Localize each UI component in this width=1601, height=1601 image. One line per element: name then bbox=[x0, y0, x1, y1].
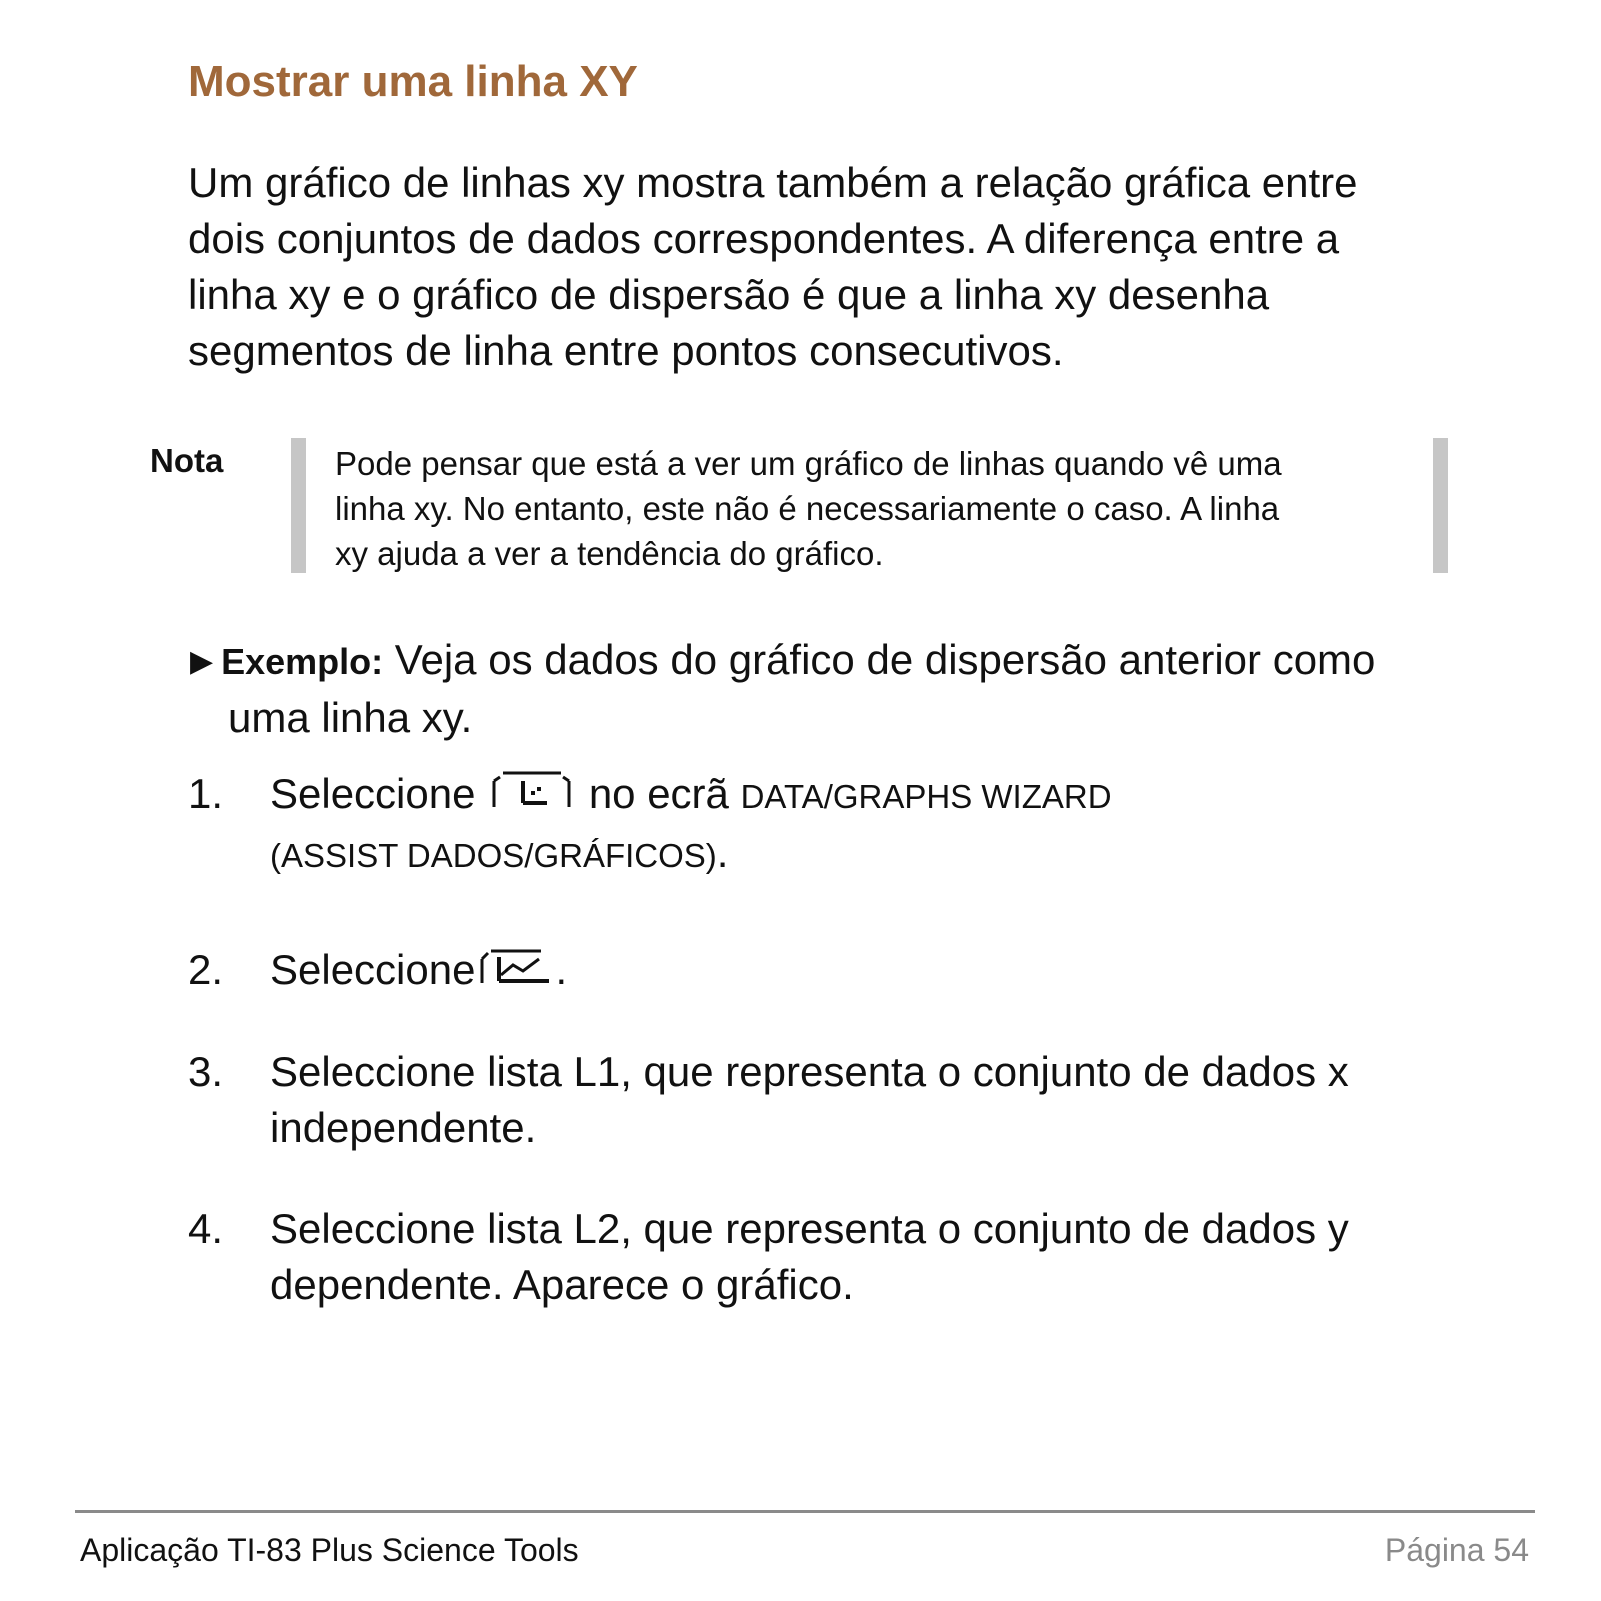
note-line: Pode pensar que está a ver um gráfico de linhas quando vê uma bbox=[335, 445, 1282, 482]
note-left-bar bbox=[291, 438, 306, 573]
intro-paragraph bbox=[188, 155, 1518, 379]
step-number: 4. bbox=[188, 1205, 224, 1252]
note-label: Nota bbox=[150, 442, 224, 479]
step-number: 2. bbox=[188, 946, 224, 993]
triangle-bullet-icon: ▶ bbox=[190, 645, 214, 678]
screen-name-translation: (ASSIST DADOS/GRÁFICOS) bbox=[270, 837, 717, 874]
example-text-continued: uma linha xy. bbox=[228, 694, 473, 741]
step-text: Seleccione bbox=[270, 946, 476, 993]
step-punctuation: . bbox=[555, 946, 568, 993]
intro-line: linha xy e o gráfico de dispersão é que a linha xy desenha bbox=[188, 271, 1270, 318]
graph-menu-icon bbox=[491, 769, 573, 825]
example-block bbox=[190, 632, 1580, 746]
step-3 bbox=[188, 1044, 1518, 1156]
step-text: independente. bbox=[270, 1104, 537, 1151]
step-text: Seleccione bbox=[270, 770, 476, 817]
intro-line: segmentos de linha entre pontos consecutivos. bbox=[188, 327, 1064, 374]
step-1 bbox=[188, 766, 1518, 884]
screen-name: DATA/GRAPHS WIZARD bbox=[740, 778, 1112, 815]
intro-line: Um gráfico de linhas xy mostra também a relação gráfica entre bbox=[188, 159, 1358, 206]
note-line: linha xy. No entanto, este não é necessariamente o caso. A linha bbox=[335, 490, 1280, 527]
example-label: Exemplo: bbox=[221, 641, 384, 682]
step-text: Seleccione lista L2, que representa o conjunto de dados y bbox=[270, 1205, 1349, 1252]
note-text bbox=[335, 441, 1425, 576]
intro-line: dois conjuntos de dados correspondentes. A diferença entre a bbox=[188, 215, 1340, 262]
step-text: Seleccione lista L1, que representa o conjunto de dados x bbox=[270, 1048, 1349, 1095]
footer-page-number: Página 54 bbox=[1384, 1532, 1529, 1568]
footer-document-title: Aplicação TI-83 Plus Science Tools bbox=[80, 1532, 579, 1568]
step-number: 3. bbox=[188, 1048, 224, 1095]
xyline-icon bbox=[479, 945, 551, 1001]
step-punctuation: . bbox=[716, 829, 729, 876]
footer-divider bbox=[75, 1510, 1535, 1513]
step-text: dependente. Aparece o gráfico. bbox=[270, 1261, 854, 1308]
example-text: Veja os dados do gráfico de dispersão anterior como bbox=[394, 636, 1376, 683]
step-number: 1. bbox=[188, 770, 224, 817]
note-right-bar bbox=[1433, 438, 1448, 573]
step-text: no ecrã bbox=[588, 770, 729, 817]
step-4 bbox=[188, 1201, 1518, 1313]
step-2 bbox=[188, 942, 1518, 1001]
section-heading: Mostrar uma linha XY bbox=[188, 57, 638, 106]
note-line: xy ajuda a ver a tendência do gráfico. bbox=[335, 535, 884, 572]
